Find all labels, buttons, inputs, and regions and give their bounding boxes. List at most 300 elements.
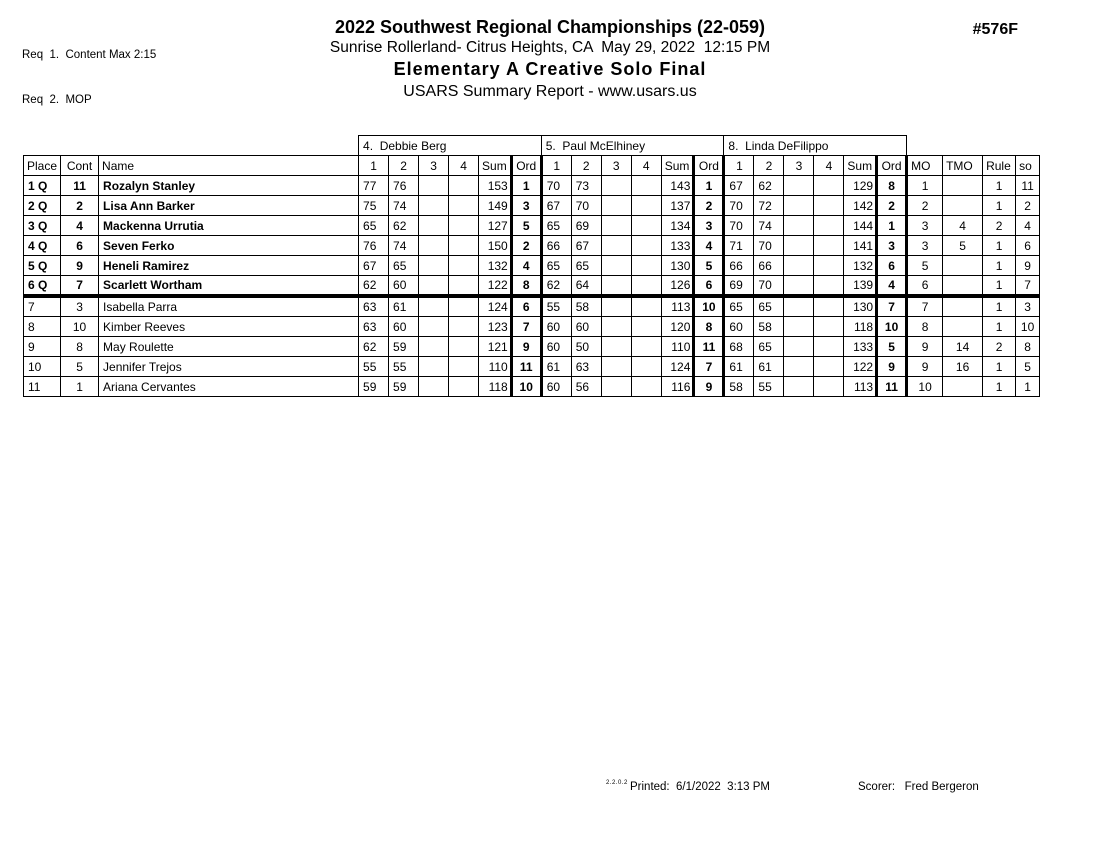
tmo-cell (943, 196, 983, 216)
sum-cell: 153 (479, 176, 512, 196)
sum-cell: 122 (844, 357, 877, 377)
score-cell (814, 196, 844, 216)
ordinal-cell: 3 (877, 236, 907, 256)
score-cell (814, 337, 844, 357)
place-cell: 3 Q (24, 216, 61, 236)
table-row (24, 317, 1040, 337)
sum-cell: 126 (661, 276, 694, 297)
so-cell: 6 (1016, 236, 1040, 256)
results-table (23, 135, 1040, 397)
score-cell (784, 276, 814, 297)
score-cell: 60 (541, 317, 571, 337)
score-cell (601, 317, 631, 337)
so-cell: 8 (1016, 337, 1040, 357)
score-cell: 65 (541, 216, 571, 236)
col-header-judge-ord: Ord (511, 156, 541, 176)
score-cell: 58 (754, 317, 784, 337)
ordinal-cell: 5 (511, 216, 541, 236)
mo-cell: 10 (907, 377, 943, 397)
score-cell (419, 176, 449, 196)
tmo-cell (943, 377, 983, 397)
score-cell (601, 357, 631, 377)
score-cell (631, 196, 661, 216)
score-cell: 67 (359, 256, 389, 276)
col-header-judge-sum: Sum (661, 156, 694, 176)
place-cell: 8 (24, 317, 61, 337)
ordinal-cell: 5 (877, 337, 907, 357)
score-cell (784, 377, 814, 397)
table-row (24, 196, 1040, 216)
score-cell (449, 357, 479, 377)
score-cell: 63 (359, 317, 389, 337)
ordinal-cell: 2 (511, 236, 541, 256)
score-cell: 56 (571, 377, 601, 397)
mo-cell: 8 (907, 317, 943, 337)
sum-cell: 124 (661, 357, 694, 377)
ordinal-cell: 10 (694, 296, 724, 317)
ordinal-cell: 2 (877, 196, 907, 216)
ordinal-cell: 6 (694, 276, 724, 297)
score-cell (814, 176, 844, 196)
score-cell: 66 (724, 256, 754, 276)
score-cell (419, 196, 449, 216)
score-cell: 70 (754, 276, 784, 297)
score-cell: 66 (754, 256, 784, 276)
score-cell (449, 196, 479, 216)
score-cell: 69 (724, 276, 754, 297)
skater-name-cell: Scarlett Wortham (99, 276, 359, 297)
venue-datetime: Sunrise Rollerland- Citrus Heights, CA May 29, 2022 12:15 PM (329, 39, 771, 56)
col-header-judge-ord: Ord (694, 156, 724, 176)
score-cell: 59 (389, 337, 419, 357)
score-cell: 65 (541, 256, 571, 276)
score-cell (449, 296, 479, 317)
sum-cell: 144 (844, 216, 877, 236)
score-cell: 60 (389, 276, 419, 297)
score-cell: 74 (389, 196, 419, 216)
ordinal-cell: 3 (694, 216, 724, 236)
sum-cell: 127 (479, 216, 512, 236)
score-cell (601, 176, 631, 196)
score-cell (814, 276, 844, 297)
software-version: 2.2.0.2 (606, 780, 628, 786)
mo-cell: 9 (907, 357, 943, 377)
score-cell (814, 256, 844, 276)
score-cell (601, 296, 631, 317)
so-cell: 10 (1016, 317, 1040, 337)
ordinal-cell: 6 (877, 256, 907, 276)
col-header-mo: MO (907, 156, 943, 176)
score-cell (784, 236, 814, 256)
score-cell: 62 (359, 337, 389, 357)
score-cell: 77 (359, 176, 389, 196)
score-cell: 63 (359, 296, 389, 317)
contestant-number-cell: 8 (61, 337, 99, 357)
table-row (24, 296, 1040, 317)
sum-cell: 110 (661, 337, 694, 357)
score-cell (784, 337, 814, 357)
req-line-1: Req 1. Content Max 2:15 (22, 49, 157, 61)
rule-cell: 1 (983, 377, 1016, 397)
mo-cell: 6 (907, 276, 943, 297)
score-cell (631, 337, 661, 357)
ordinal-cell: 9 (694, 377, 724, 397)
sum-cell: 123 (479, 317, 512, 337)
score-cell (601, 216, 631, 236)
score-cell: 64 (571, 276, 601, 297)
mo-cell: 9 (907, 337, 943, 357)
score-cell (601, 236, 631, 256)
ordinal-cell: 11 (877, 377, 907, 397)
score-cell (601, 337, 631, 357)
judge-header: 4. Debbie Berg (359, 136, 542, 156)
table-row (24, 256, 1040, 276)
so-cell: 7 (1016, 276, 1040, 297)
rule-cell: 1 (983, 236, 1016, 256)
event-number: #576F (972, 21, 1018, 38)
sum-cell: 113 (844, 377, 877, 397)
score-cell (419, 317, 449, 337)
sum-cell: 142 (844, 196, 877, 216)
col-header-judge-ord: Ord (877, 156, 907, 176)
rule-cell: 2 (983, 337, 1016, 357)
skater-name-cell: Jennifer Trejos (99, 357, 359, 377)
judge-header: 5. Paul McElhiney (541, 136, 724, 156)
judge-header: 8. Linda DeFilippo (724, 136, 907, 156)
col-header-judge-1: 1 (724, 156, 754, 176)
ordinal-cell: 8 (877, 176, 907, 196)
col-header-judge-1: 1 (541, 156, 571, 176)
score-cell (449, 176, 479, 196)
sum-cell: 130 (844, 296, 877, 317)
score-cell (631, 317, 661, 337)
ordinal-cell: 8 (694, 317, 724, 337)
col-header-cont: Cont (61, 156, 99, 176)
ordinal-cell: 10 (877, 317, 907, 337)
col-header-judge-3: 3 (419, 156, 449, 176)
score-cell: 70 (724, 216, 754, 236)
ordinal-cell: 6 (511, 296, 541, 317)
place-cell: 4 Q (24, 236, 61, 256)
col-header-name: Name (99, 156, 359, 176)
so-cell: 11 (1016, 176, 1040, 196)
score-cell: 55 (359, 357, 389, 377)
contestant-number-cell: 1 (61, 377, 99, 397)
tmo-cell (943, 176, 983, 196)
so-cell: 3 (1016, 296, 1040, 317)
score-cell (631, 176, 661, 196)
judge-row-spacer-left (24, 136, 359, 156)
col-header-judge-3: 3 (784, 156, 814, 176)
score-cell (784, 176, 814, 196)
score-cell: 66 (541, 236, 571, 256)
rule-cell: 1 (983, 317, 1016, 337)
score-cell: 67 (571, 236, 601, 256)
score-cell: 50 (571, 337, 601, 357)
so-cell: 5 (1016, 357, 1040, 377)
score-cell: 76 (359, 236, 389, 256)
col-header-judge-4: 4 (449, 156, 479, 176)
score-cell (814, 377, 844, 397)
score-cell: 60 (571, 317, 601, 337)
place-cell: 9 (24, 337, 61, 357)
ordinal-cell: 8 (511, 276, 541, 297)
skater-name-cell: Heneli Ramirez (99, 256, 359, 276)
sum-cell: 150 (479, 236, 512, 256)
score-cell: 65 (754, 296, 784, 317)
score-cell: 74 (389, 236, 419, 256)
ordinal-cell: 9 (877, 357, 907, 377)
score-cell (449, 216, 479, 236)
score-cell: 67 (541, 196, 571, 216)
championship-title: 2022 Southwest Regional Championships (22-059) (334, 17, 766, 37)
rule-cell: 1 (983, 176, 1016, 196)
sum-cell: 141 (844, 236, 877, 256)
sum-cell: 139 (844, 276, 877, 297)
score-cell (419, 236, 449, 256)
tmo-cell (943, 256, 983, 276)
place-cell: 11 (24, 377, 61, 397)
score-cell (449, 377, 479, 397)
contestant-number-cell: 5 (61, 357, 99, 377)
score-cell (784, 296, 814, 317)
contestant-number-cell: 10 (61, 317, 99, 337)
score-cell: 67 (724, 176, 754, 196)
sum-cell: 121 (479, 337, 512, 357)
score-cell: 65 (571, 256, 601, 276)
score-cell: 59 (359, 377, 389, 397)
sum-cell: 132 (844, 256, 877, 276)
score-cell: 63 (571, 357, 601, 377)
score-cell: 58 (571, 296, 601, 317)
score-cell (601, 196, 631, 216)
col-header-judge-4: 4 (814, 156, 844, 176)
score-cell: 61 (754, 357, 784, 377)
ordinal-cell: 1 (877, 216, 907, 236)
skater-name-cell: May Roulette (99, 337, 359, 357)
score-cell (419, 296, 449, 317)
score-cell (419, 357, 449, 377)
score-cell: 55 (389, 357, 419, 377)
score-cell (449, 276, 479, 297)
ordinal-cell: 1 (511, 176, 541, 196)
sum-cell: 133 (661, 236, 694, 256)
score-cell (784, 317, 814, 337)
ordinal-cell: 2 (694, 196, 724, 216)
ordinal-cell: 1 (694, 176, 724, 196)
score-cell (631, 236, 661, 256)
score-cell: 61 (541, 357, 571, 377)
ordinal-cell: 11 (511, 357, 541, 377)
score-cell (601, 256, 631, 276)
contestant-number-cell: 7 (61, 276, 99, 297)
score-cell: 70 (571, 196, 601, 216)
skater-name-cell: Isabella Parra (99, 296, 359, 317)
table-row (24, 236, 1040, 256)
sum-cell: 113 (661, 296, 694, 317)
score-cell: 65 (359, 216, 389, 236)
score-cell (631, 377, 661, 397)
report-header (0, 17, 1100, 102)
table-row (24, 216, 1040, 236)
score-cell: 58 (724, 377, 754, 397)
score-cell: 62 (359, 276, 389, 297)
event-title: Elementary A Creative Solo Final (393, 59, 707, 79)
score-cell (784, 216, 814, 236)
score-cell (419, 377, 449, 397)
col-header-judge-1: 1 (359, 156, 389, 176)
sum-cell: 118 (844, 317, 877, 337)
score-cell (419, 216, 449, 236)
so-cell: 1 (1016, 377, 1040, 397)
col-header-judge-sum: Sum (844, 156, 877, 176)
score-cell: 70 (724, 196, 754, 216)
score-cell: 65 (724, 296, 754, 317)
so-cell: 4 (1016, 216, 1040, 236)
sum-cell: 130 (661, 256, 694, 276)
score-cell (419, 276, 449, 297)
score-cell: 61 (389, 296, 419, 317)
score-cell (631, 256, 661, 276)
contestant-number-cell: 9 (61, 256, 99, 276)
col-header-judge-2: 2 (389, 156, 419, 176)
contestant-number-cell: 6 (61, 236, 99, 256)
score-cell: 55 (754, 377, 784, 397)
score-cell (449, 337, 479, 357)
ordinal-cell: 7 (511, 317, 541, 337)
req-line-2: Req 2. MOP (22, 94, 92, 106)
ordinal-cell: 4 (694, 236, 724, 256)
sum-cell: 122 (479, 276, 512, 297)
col-header-so: so (1016, 156, 1040, 176)
ordinal-cell: 4 (877, 276, 907, 297)
score-cell: 76 (389, 176, 419, 196)
score-cell: 65 (389, 256, 419, 276)
score-cell: 71 (724, 236, 754, 256)
sum-cell: 118 (479, 377, 512, 397)
skater-name-cell: Seven Ferko (99, 236, 359, 256)
sum-cell: 133 (844, 337, 877, 357)
score-cell (601, 276, 631, 297)
score-cell (814, 296, 844, 317)
col-header-place: Place (24, 156, 61, 176)
score-cell (601, 377, 631, 397)
score-cell: 62 (541, 276, 571, 297)
score-cell: 68 (724, 337, 754, 357)
ordinal-cell: 10 (511, 377, 541, 397)
mo-cell: 5 (907, 256, 943, 276)
table-body (24, 176, 1040, 397)
tmo-cell (943, 317, 983, 337)
mo-cell: 3 (907, 236, 943, 256)
table-head (24, 136, 1040, 176)
score-cell: 60 (724, 317, 754, 337)
place-cell: 6 Q (24, 276, 61, 297)
col-header-rule: Rule (983, 156, 1016, 176)
rule-cell: 2 (983, 216, 1016, 236)
place-cell: 5 Q (24, 256, 61, 276)
sum-cell: 116 (661, 377, 694, 397)
so-cell: 2 (1016, 196, 1040, 216)
sum-cell: 134 (661, 216, 694, 236)
score-cell (449, 236, 479, 256)
mo-cell: 7 (907, 296, 943, 317)
mo-cell: 3 (907, 216, 943, 236)
table-row (24, 357, 1040, 377)
judge-row-spacer-right (907, 136, 1040, 156)
score-cell: 70 (541, 176, 571, 196)
score-cell: 72 (754, 196, 784, 216)
scorer-name: Scorer: Fred Bergeron (858, 781, 979, 793)
skater-name-cell: Mackenna Urrutia (99, 216, 359, 236)
score-cell: 55 (541, 296, 571, 317)
place-cell: 7 (24, 296, 61, 317)
judges-row (24, 136, 1040, 156)
ordinal-cell: 4 (511, 256, 541, 276)
rule-cell: 1 (983, 357, 1016, 377)
table-row (24, 377, 1040, 397)
so-cell: 9 (1016, 256, 1040, 276)
col-header-tmo: TMO (943, 156, 983, 176)
score-cell: 60 (541, 377, 571, 397)
sum-cell: 124 (479, 296, 512, 317)
sum-cell: 129 (844, 176, 877, 196)
score-cell: 62 (389, 216, 419, 236)
column-header-row (24, 156, 1040, 176)
sum-cell: 132 (479, 256, 512, 276)
ordinal-cell: 7 (694, 357, 724, 377)
contestant-number-cell: 3 (61, 296, 99, 317)
tmo-cell: 4 (943, 216, 983, 236)
ordinal-cell: 5 (694, 256, 724, 276)
score-cell (784, 357, 814, 377)
col-header-judge-sum: Sum (479, 156, 512, 176)
score-cell (814, 216, 844, 236)
place-cell: 2 Q (24, 196, 61, 216)
sum-cell: 120 (661, 317, 694, 337)
sum-cell: 143 (661, 176, 694, 196)
score-cell (784, 196, 814, 216)
col-header-judge-4: 4 (631, 156, 661, 176)
score-cell (631, 296, 661, 317)
score-cell: 73 (571, 176, 601, 196)
score-cell (784, 256, 814, 276)
printed-timestamp: Printed: 6/1/2022 3:13 PM (630, 781, 771, 793)
tmo-cell (943, 296, 983, 317)
tmo-cell (943, 276, 983, 297)
score-cell: 74 (754, 216, 784, 236)
tmo-cell: 14 (943, 337, 983, 357)
score-cell: 69 (571, 216, 601, 236)
score-cell: 65 (754, 337, 784, 357)
tmo-cell: 5 (943, 236, 983, 256)
score-cell: 75 (359, 196, 389, 216)
col-header-judge-2: 2 (571, 156, 601, 176)
skater-name-cell: Lisa Ann Barker (99, 196, 359, 216)
score-cell (419, 337, 449, 357)
score-cell: 60 (389, 317, 419, 337)
score-cell: 62 (754, 176, 784, 196)
ordinal-cell: 11 (694, 337, 724, 357)
sum-cell: 149 (479, 196, 512, 216)
rule-cell: 1 (983, 296, 1016, 317)
score-cell (449, 256, 479, 276)
col-header-judge-2: 2 (754, 156, 784, 176)
score-cell (814, 236, 844, 256)
score-cell: 59 (389, 377, 419, 397)
place-cell: 10 (24, 357, 61, 377)
table-row (24, 276, 1040, 297)
